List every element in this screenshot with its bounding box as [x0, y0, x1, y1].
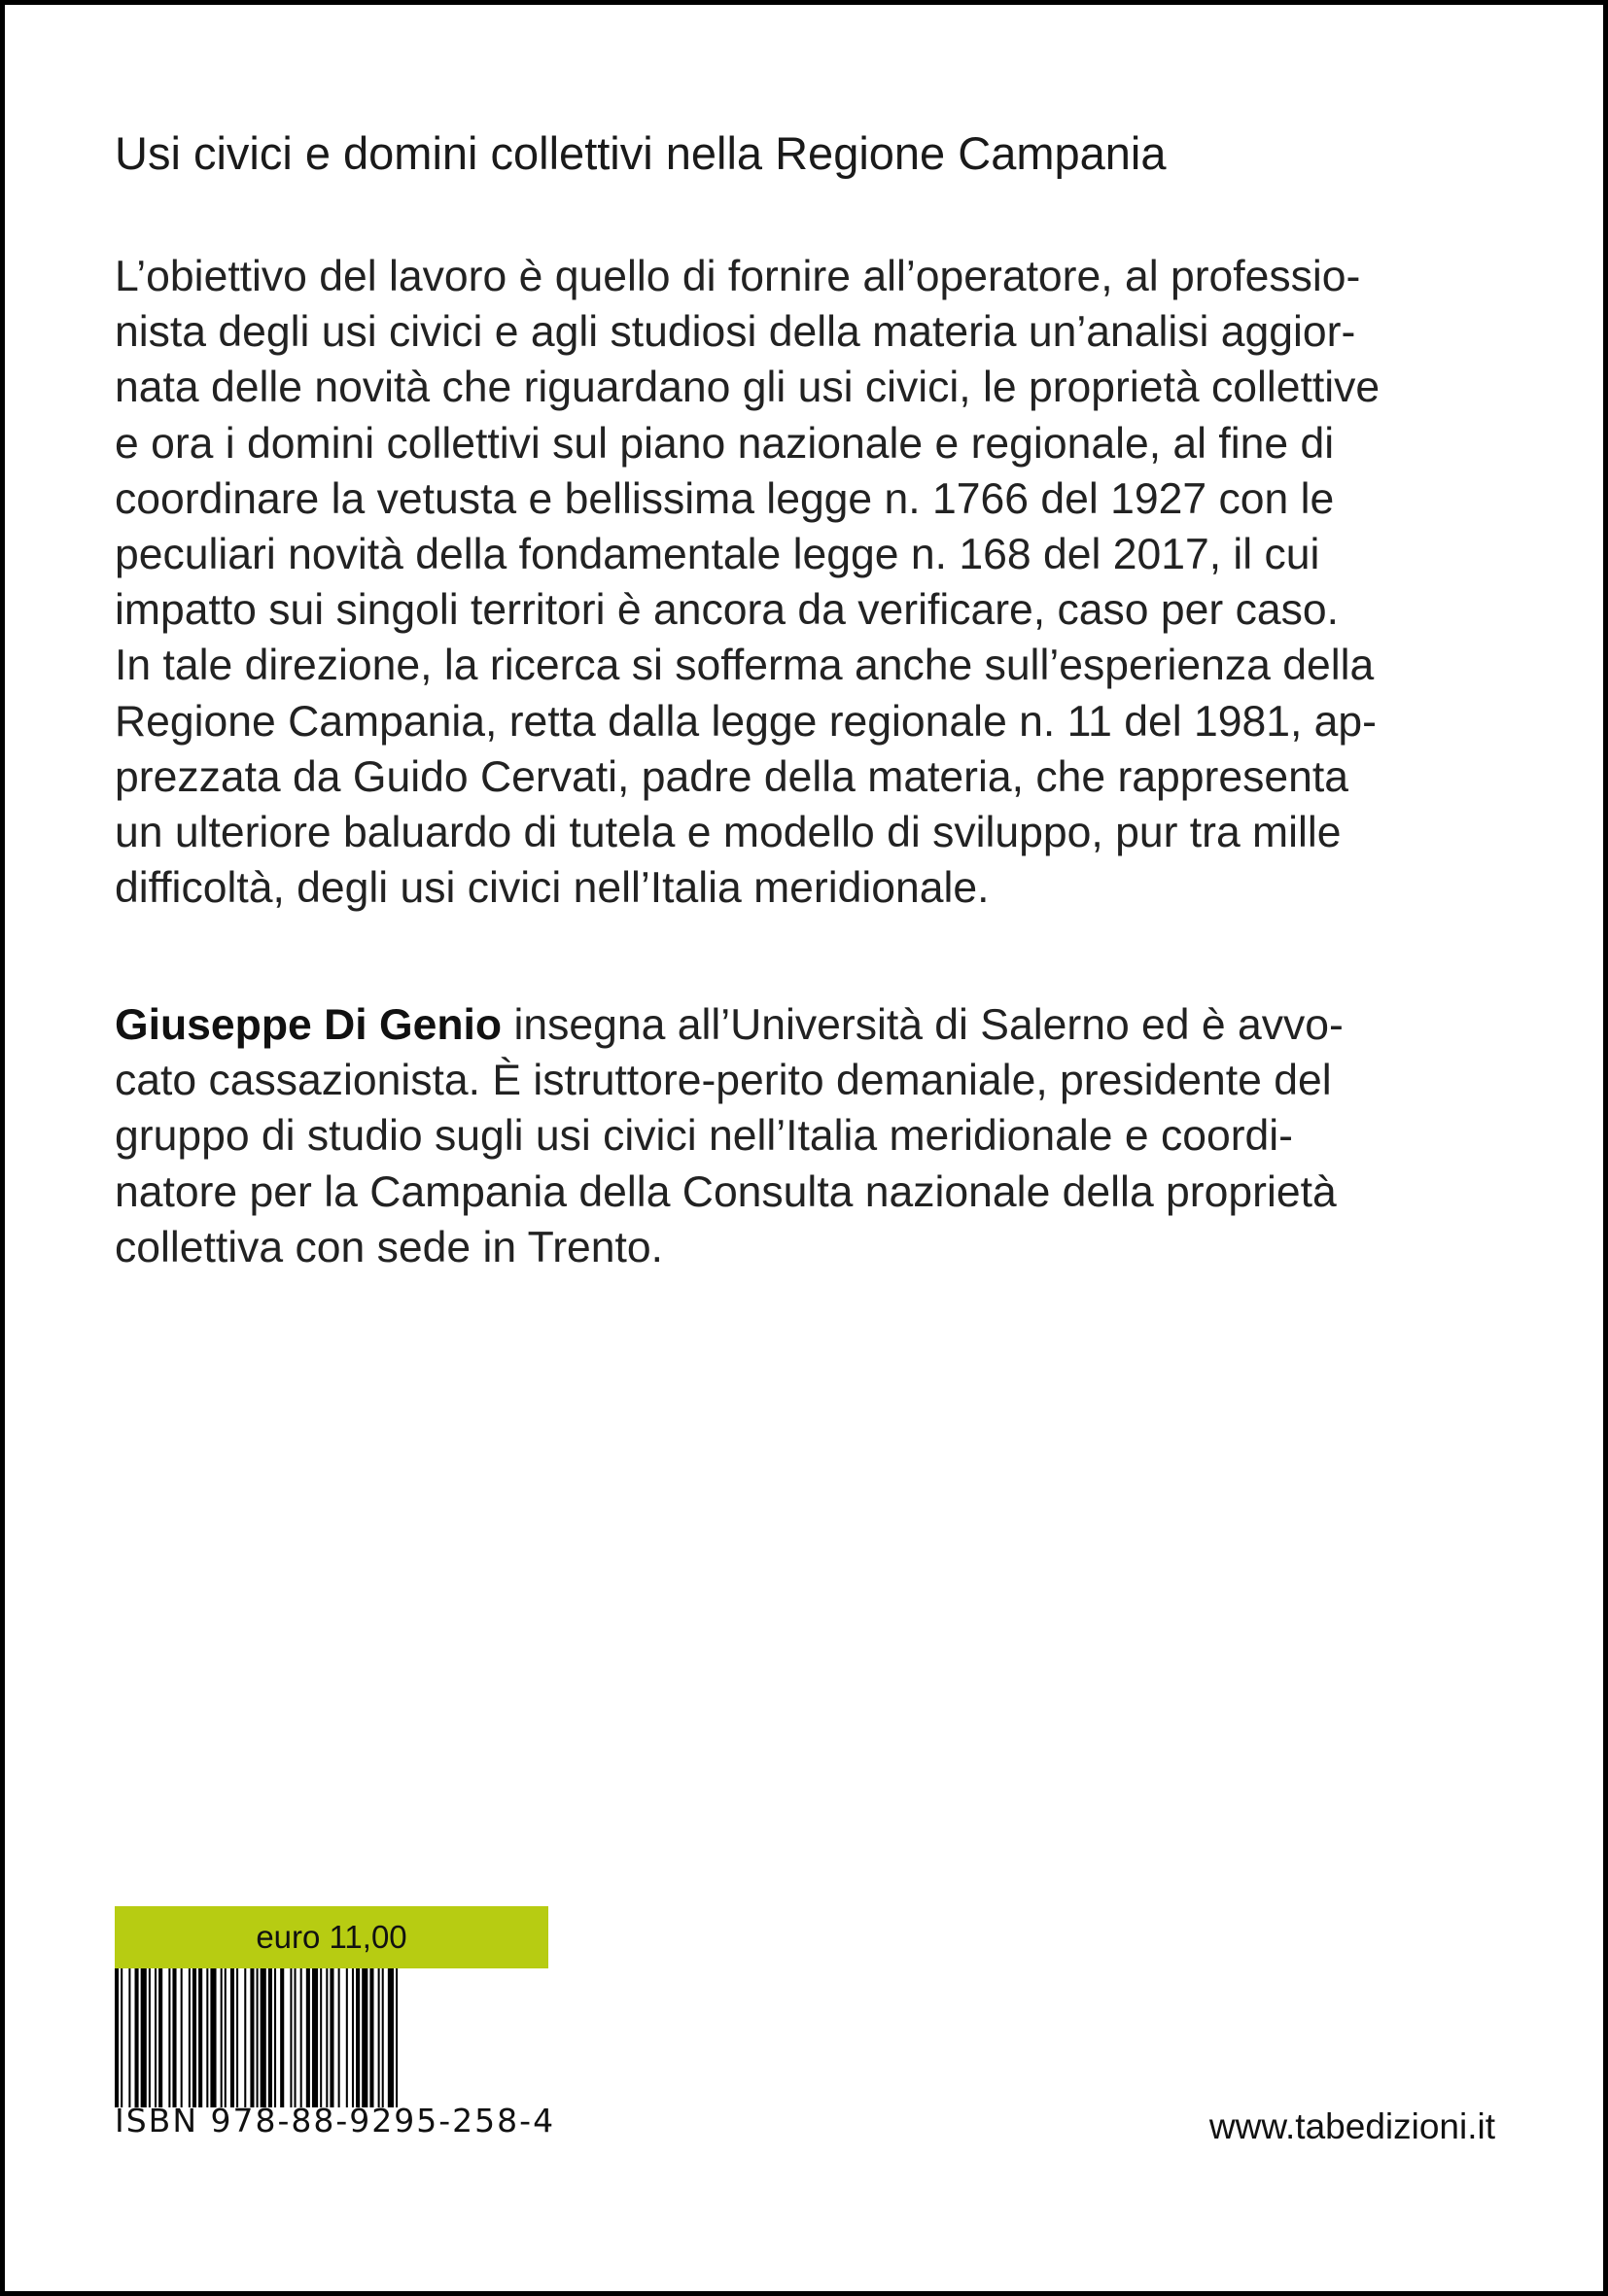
abstract-line: L’obiettivo del lavoro è quello di fornire all’operatore, al professio- [115, 253, 1361, 300]
barcode-bar [306, 1968, 310, 2107]
price-label: euro 11,00 [115, 1906, 548, 1968]
abstract-line: difficoltà, degli usi civici nell’Italia meridionale. [115, 864, 990, 913]
barcode-bar [396, 1968, 398, 2107]
isbn-number: ISBN 978-88-9295-258-4 [115, 2102, 556, 2139]
barcode-bar [172, 1968, 176, 2107]
barcode-bar [250, 1968, 254, 2107]
abstract-line: coordinare la vetusta e bellissima legge n. 1766 del 1927 con le [115, 474, 1335, 523]
book-title: Usi civici e domini collettivi nella Regione Campania [115, 127, 1167, 179]
barcode-bar [356, 1968, 360, 2107]
barcode-bar [352, 1968, 354, 2107]
barcode-bar [210, 1968, 216, 2107]
barcode-bar [115, 1968, 119, 2107]
barcode-bar [135, 1968, 139, 2107]
barcode-bar [280, 1968, 284, 2107]
bio-first-line-text: insegna all’Università di Salerno ed è avvo- [502, 1001, 1344, 1049]
barcode-bar [378, 1968, 380, 2107]
barcode-bar [369, 1968, 373, 2107]
barcode-bar [326, 1968, 328, 2107]
abstract-line: prezzata da Guido Cervati, padre della materia, che rappresenta [115, 752, 1348, 801]
abstract-line: nata delle novità che riguardano gli usi civici, le proprietà collettive [115, 364, 1381, 412]
barcode-bar [320, 1968, 322, 2107]
barcode-bar [382, 1968, 384, 2107]
bio-line: cato cassazionista. È istruttore-perito demaniale, presidente del [115, 1057, 1332, 1105]
barcode-bar [388, 1968, 394, 2107]
barcode-bar [290, 1968, 292, 2107]
barcode-bar [274, 1968, 276, 2107]
abstract-line: impatto sui singoli territori è ancora da verificare, caso per caso. [115, 586, 1339, 635]
barcode-bar [261, 1968, 266, 2107]
abstract-line: peculiari novità della fondamentale legge n. 168 del 2017, il cui [115, 530, 1320, 578]
barcode-bar [268, 1968, 272, 2107]
barcode-bar [346, 1968, 348, 2107]
barcode-bar [198, 1968, 202, 2107]
barcode-bar [168, 1968, 170, 2107]
barcode-bar [295, 1968, 297, 2107]
barcode-bar [128, 1968, 130, 2107]
author-bio [115, 997, 1515, 1275]
publisher-website: www.tabedizioni.it [1208, 2106, 1495, 2146]
barcode-bar [257, 1968, 259, 2107]
abstract-line: In tale direzione, la ricerca si sofferma anche sull’esperienza della [115, 642, 1375, 690]
barcode-bar [244, 1968, 246, 2107]
barcode-bar [181, 1968, 183, 2107]
barcode-bar [236, 1968, 238, 2107]
barcode-bar [158, 1968, 162, 2107]
barcode-bar [230, 1968, 234, 2107]
abstract-paragraph [115, 249, 1515, 916]
bio-line: collettiva con sede in Trento. [115, 1223, 663, 1271]
author-name: Giuseppe Di Genio [115, 1001, 503, 1049]
barcode [115, 1968, 548, 2107]
barcode-bar [300, 1968, 302, 2107]
barcode-bar [149, 1968, 151, 2107]
barcode-bar [338, 1968, 340, 2107]
barcode-bar [330, 1968, 333, 2107]
barcode-bar [312, 1968, 318, 2107]
barcode-bar [225, 1968, 227, 2107]
abstract-line: Regione Campania, retta dalla legge regionale n. 11 del 1981, ap- [115, 697, 1377, 746]
barcode-bar [189, 1968, 191, 2107]
barcode-bar [155, 1968, 157, 2107]
bio-first-line [115, 997, 1515, 1053]
abstract-line: un ulteriore baluardo di tutela e modello di sviluppo, pur tra mille [115, 808, 1342, 856]
abstract-line: e ora i domini collettivi sul piano nazionale e regionale, al fine di [115, 419, 1335, 468]
barcode-bar [221, 1968, 223, 2107]
abstract-line: nista degli usi civici e agli studiosi della materia un’analisi aggior- [115, 308, 1356, 357]
barcode-bar [141, 1968, 147, 2107]
bio-line: gruppo di studio sugli usi civici nell’Italia meridionale e coordi- [115, 1112, 1293, 1161]
barcode-bar [362, 1968, 367, 2107]
bio-line: natore per la Campania della Consulta nazionale della proprietà [115, 1167, 1337, 1216]
barcode-bar [192, 1968, 196, 2107]
barcode-bar [206, 1968, 208, 2107]
barcode-bar [121, 1968, 122, 2107]
